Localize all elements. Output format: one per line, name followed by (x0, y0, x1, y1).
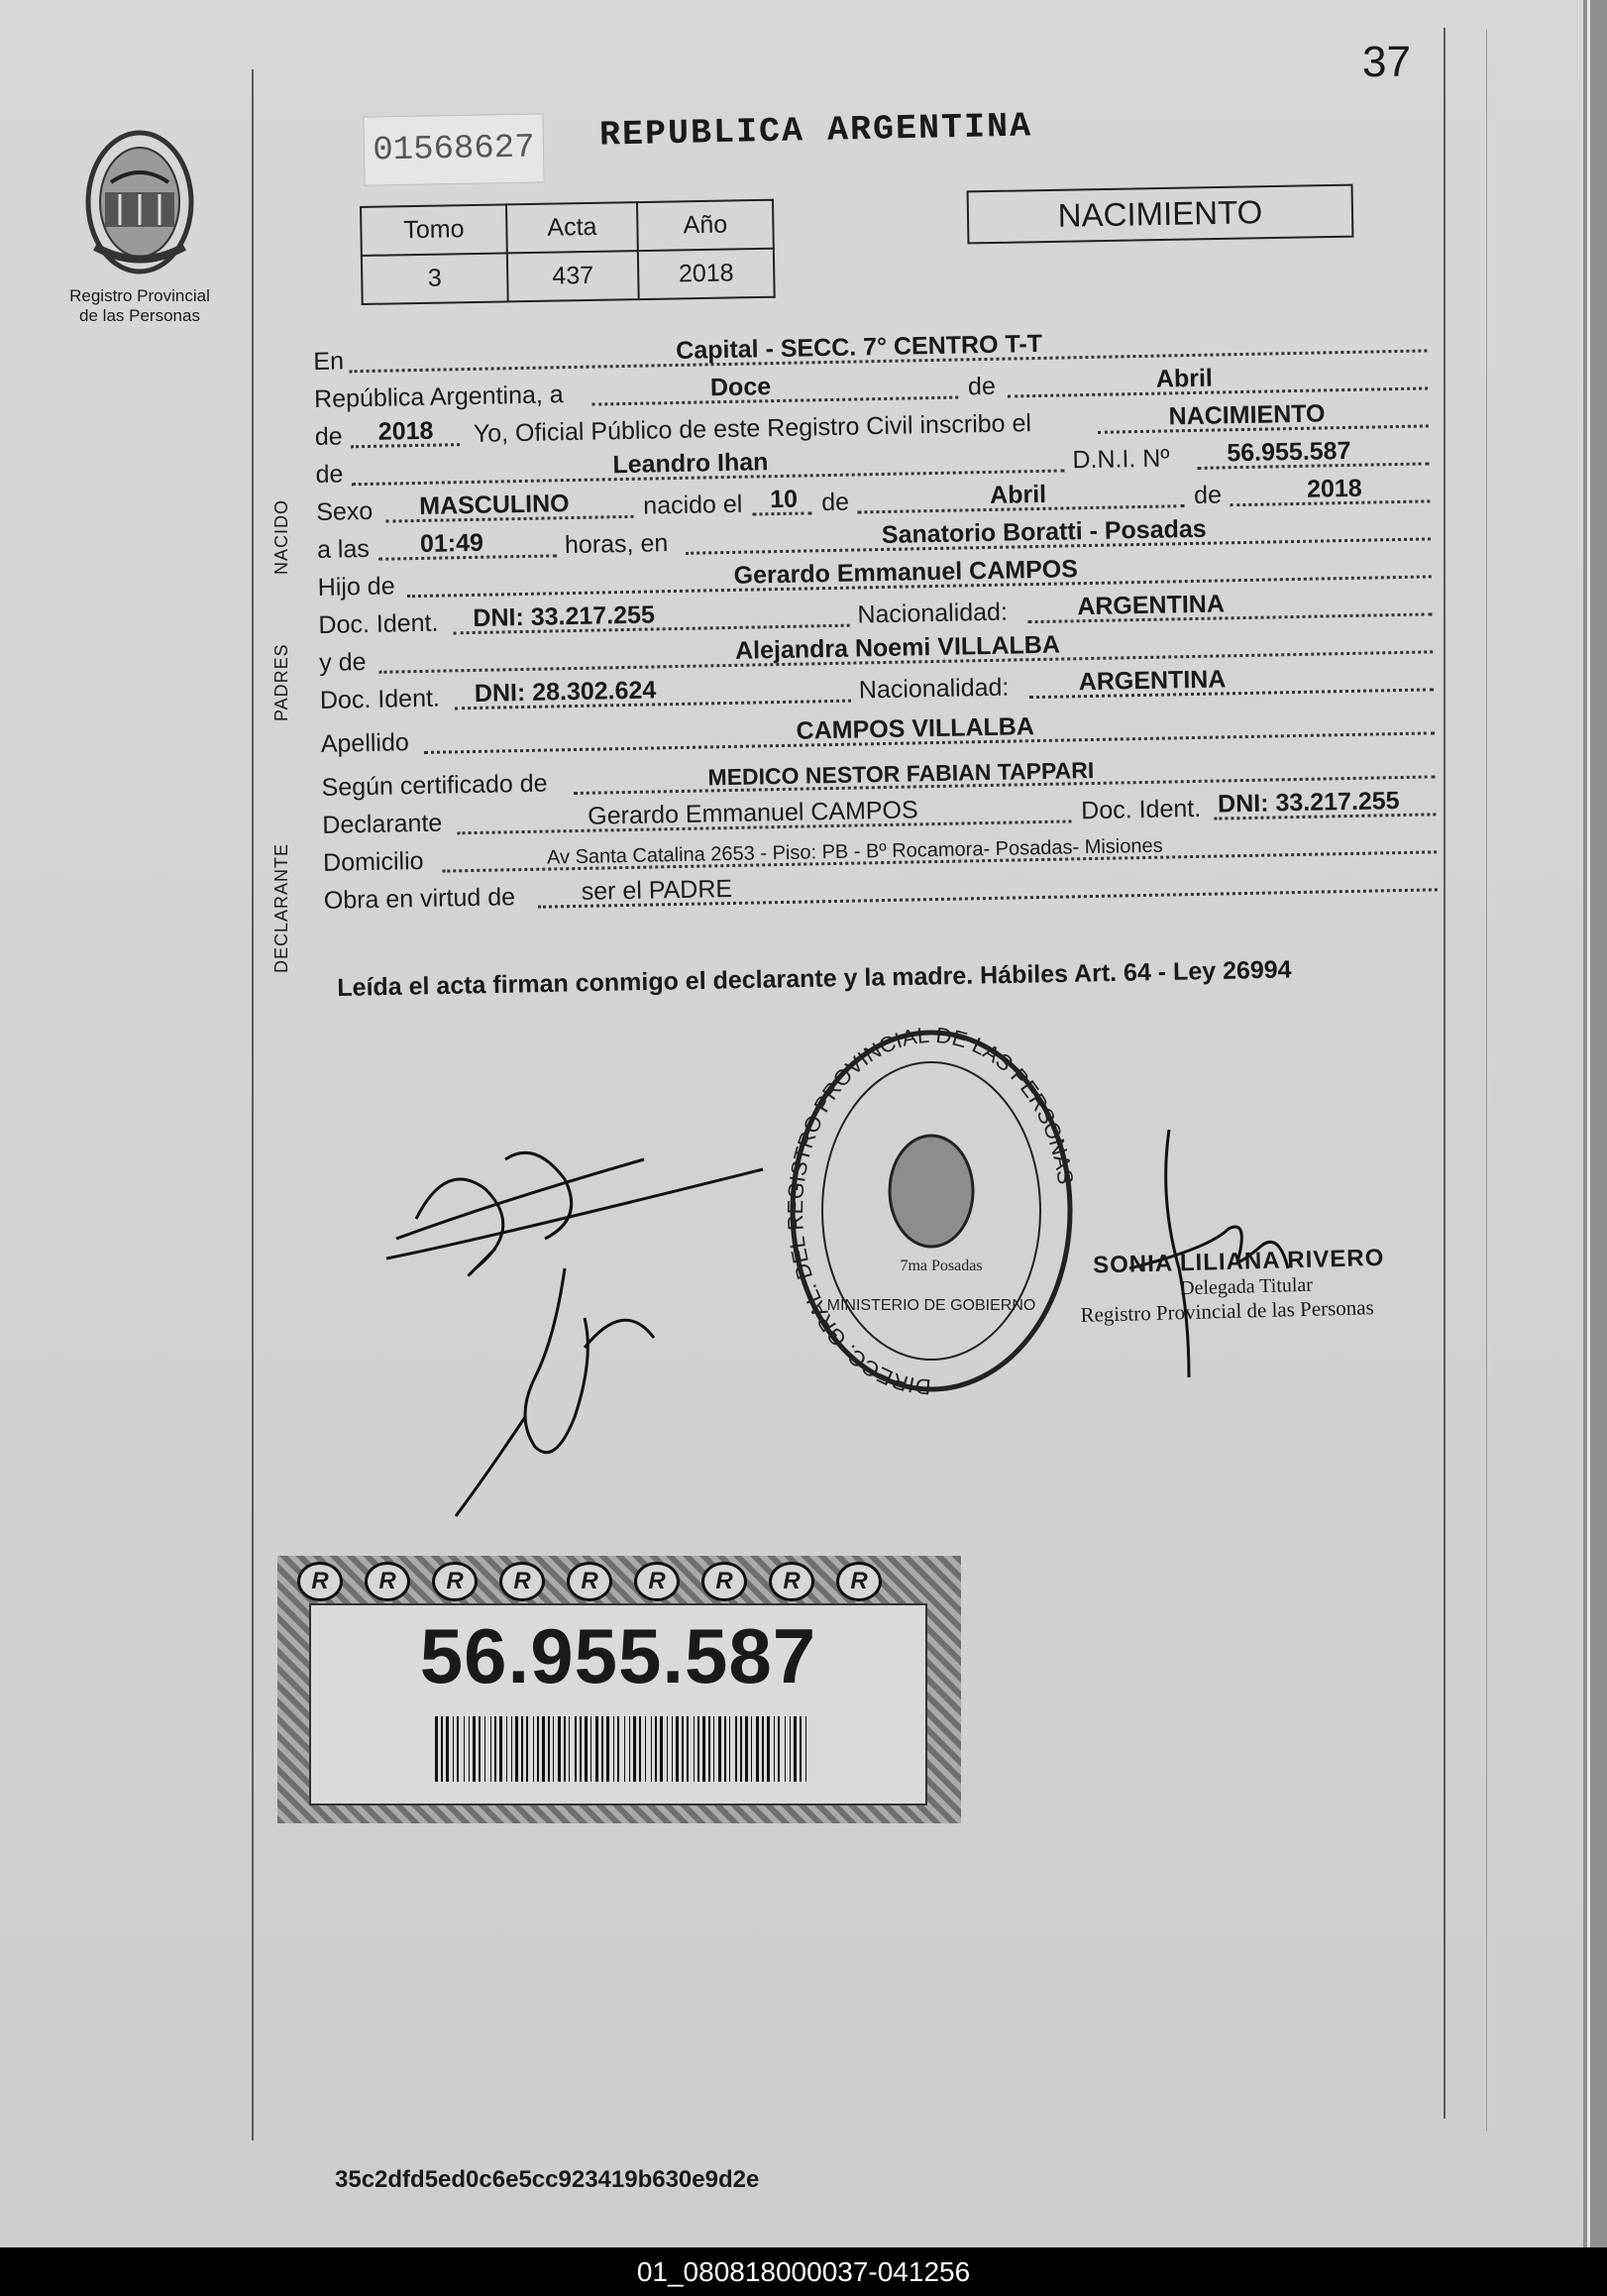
barcode-bar (629, 1716, 630, 1782)
registered-badge-icon: R (499, 1562, 545, 1601)
barcode-bar (511, 1716, 512, 1782)
barcode-bar (521, 1716, 523, 1782)
barcode-bar (617, 1716, 619, 1782)
barcode-bar (676, 1716, 679, 1782)
barcode-bar (441, 1716, 443, 1782)
barcode-bar (702, 1716, 705, 1782)
barcode-bar (548, 1716, 550, 1782)
barcode-bar (694, 1716, 695, 1782)
barcode-bar (515, 1716, 518, 1782)
barcode-bar (800, 1716, 802, 1782)
value-nac-mes: Abril (989, 480, 1047, 509)
label-dni: D.N.I. Nº (1072, 444, 1170, 475)
barcode-bar (762, 1716, 764, 1782)
value-madre-doc: DNI: 28.302.624 (474, 676, 657, 708)
value-apellido: CAMPOS VILLALBA (796, 712, 1035, 745)
birth-record-form (313, 319, 1439, 917)
barcode-bar (778, 1716, 780, 1782)
barcode-bar (473, 1716, 476, 1782)
register-header-acta: Acta (506, 202, 638, 253)
barcode-bar (533, 1716, 534, 1782)
label-de4: de (820, 488, 850, 517)
barcode-bar (756, 1716, 759, 1782)
dni-sticker (277, 1556, 961, 1823)
register-table (360, 199, 776, 305)
label-horas: horas, en (564, 529, 669, 560)
label-en: En (313, 347, 345, 376)
value-dni: 56.955.587 (1227, 436, 1351, 468)
value-padre-nac: ARGENTINA (1077, 590, 1226, 621)
barcode-bar (774, 1716, 775, 1782)
barcode-bar (740, 1716, 742, 1782)
barcode-bar (595, 1716, 598, 1782)
barcode-bar (479, 1716, 481, 1782)
barcode-bar (724, 1716, 726, 1782)
barcode-bar (651, 1716, 652, 1782)
barcode-bar (553, 1716, 554, 1782)
registered-badge-icon: R (365, 1562, 410, 1601)
value-nombre: Leandro Ihan (612, 448, 769, 480)
document-hash: 35c2dfd5ed0c6e5cc923419b630e9d2e (335, 2166, 760, 2193)
barcode-bar (735, 1716, 737, 1782)
registered-badge-icon: R (836, 1562, 882, 1601)
official-role: Delegada Titular (1179, 1273, 1314, 1300)
value-padre-doc: DNI: 33.217.255 (473, 601, 656, 632)
barcode-bar (639, 1716, 641, 1782)
barcode-bar (585, 1716, 588, 1782)
barcode-bar (494, 1716, 496, 1782)
value-madre-nac: ARGENTINA (1078, 665, 1227, 697)
barcode-bar (558, 1716, 561, 1782)
value-hora: 01:49 (419, 528, 484, 558)
barcode-bar (457, 1716, 459, 1782)
register-value-tomo: 3 (362, 253, 508, 304)
logo-caption-line1: Registro Provincial (69, 286, 210, 305)
value-certificado: MEDICO NESTOR FABIAN TAPPARI (707, 756, 1095, 791)
registered-badge-icon: R (297, 1562, 343, 1601)
label-apellido: Apellido (320, 728, 410, 758)
closing-text: Leída el acta firman conmigo el declarante y la madre. Hábiles Art. 64 - Ley 26994 (337, 955, 1292, 1002)
barcode-bar (590, 1716, 591, 1782)
barcode-bar (633, 1716, 636, 1782)
barcode-bar (606, 1716, 609, 1782)
label-doc: Doc. Ident. (319, 684, 441, 714)
register-table-value-row (362, 249, 775, 304)
barcode-bar (713, 1716, 714, 1782)
barcode-bar (655, 1716, 657, 1782)
barcode-bar (667, 1716, 668, 1782)
official-signature-block (1057, 1245, 1396, 1329)
page-edge-shadow (1583, 0, 1607, 2247)
label-sexo: Sexo (316, 496, 374, 526)
right-margin-rule (1444, 28, 1446, 2119)
left-margin-rule (252, 69, 254, 2140)
barcode-bar (484, 1716, 485, 1782)
barcode-bar (660, 1716, 663, 1782)
register-header-tomo: Tomo (361, 204, 507, 256)
label-de3: de (315, 460, 344, 489)
barcode-bar (708, 1716, 710, 1782)
register-table-header-row (361, 200, 774, 256)
value-obra: ser el PADRE (581, 874, 733, 906)
barcode-bar (790, 1716, 791, 1782)
barcode-bar (718, 1716, 721, 1782)
barcode-bar (526, 1716, 528, 1782)
value-mes: Abril (1155, 364, 1214, 393)
barcode-bar (490, 1716, 491, 1782)
value-sexo: MASCULINO (418, 490, 570, 520)
barcode-bar (697, 1716, 699, 1782)
barcode-bar (464, 1716, 465, 1782)
barcode-bar (805, 1716, 806, 1782)
barcode-bar (575, 1716, 577, 1782)
value-anio: 2018 (377, 416, 434, 446)
barcode-bar (499, 1716, 502, 1782)
barcode-bar (767, 1716, 770, 1782)
barcode-bar (729, 1716, 730, 1782)
value-decl-doc: DNI: 33.217.255 (1217, 787, 1400, 819)
side-label-padres: PADRES (271, 643, 291, 721)
label-nacionalidad: Nacionalidad: (858, 673, 1010, 705)
registered-badge-icon: R (769, 1562, 814, 1601)
label-obra: Obra en virtud de (323, 883, 516, 915)
barcode-bar (672, 1716, 673, 1782)
label-declarante: Declarante (322, 809, 443, 839)
label-hijo: Hijo de (317, 572, 395, 601)
value-nac-anio: 2018 (1306, 474, 1362, 503)
province-logo (65, 123, 214, 326)
barcode-bar (435, 1716, 438, 1782)
official-stamp (783, 1023, 1080, 1399)
barcode-bar (645, 1716, 646, 1782)
barcode-icon (435, 1716, 811, 1782)
page-number: 37 (1362, 38, 1411, 86)
barcode-bar (785, 1716, 786, 1782)
register-value-anio: 2018 (638, 249, 775, 299)
label-nacido: nacido el (642, 490, 743, 520)
dni-sticker-inner (309, 1603, 927, 1805)
barcode-bar (453, 1716, 454, 1782)
barcode-bar (601, 1716, 603, 1782)
registered-badge-icon: R (567, 1562, 612, 1601)
value-domicilio: Av Santa Catalina 2653 - Piso: PB - Bº Rocamora- Posadas- Misiones (546, 834, 1163, 869)
registered-badge-icon: R (701, 1562, 747, 1601)
label-certificado: Según certificado de (321, 769, 548, 802)
barcode-bar (446, 1716, 449, 1782)
value-padre: Gerardo Emmanuel CAMPOS (733, 555, 1079, 590)
register-value-acta: 437 (507, 251, 639, 301)
label-republica: República Argentina, a (313, 381, 564, 413)
barcode-bar (469, 1716, 470, 1782)
dni-sticker-number: 56.955.587 (419, 1612, 817, 1699)
value-lugar: Sanatorio Boratti - Posadas (881, 514, 1207, 550)
barcode-bar (682, 1716, 684, 1782)
barcode-bar (751, 1716, 752, 1782)
barcode-bar (506, 1716, 507, 1782)
barcode-bar (542, 1716, 545, 1782)
province-seal-icon (75, 123, 204, 281)
value-inscribo: NACIMIENTO (1168, 399, 1326, 431)
value-dia: Doce (709, 373, 772, 402)
registered-badge-icon: R (432, 1562, 478, 1601)
header-title: REPUBLICA ARGENTINA (598, 106, 1033, 156)
label-yde: y de (318, 648, 367, 677)
label-inscribo: Yo, Oficial Público de este Registro Civil inscribo el (473, 409, 1032, 448)
security-badge-row (297, 1562, 882, 1601)
barcode-bar (745, 1716, 748, 1782)
side-label-nacido: NACIDO (271, 498, 291, 575)
label-de5: de (1193, 481, 1223, 509)
official-org: Registro Provincial de las Personas (1080, 1295, 1375, 1327)
stamp-outer-text: DIRECC. GRAL. DEL REGISTRO PROVINCIAL DE LAS PERSONAS (783, 1023, 1079, 1399)
barcode-bar (794, 1716, 797, 1782)
barcode-bar (580, 1716, 582, 1782)
label-doc: Doc. Ident. (1080, 794, 1202, 825)
logo-caption-line2: de las Personas (79, 306, 200, 325)
label-alas: a las (316, 534, 371, 564)
barcode-bar (569, 1716, 570, 1782)
registered-badge-icon: R (634, 1562, 680, 1601)
value-declarante: Gerardo Emmanuel CAMPOS (587, 796, 918, 830)
barcode-bar (564, 1716, 566, 1782)
declarant-signature (386, 1120, 803, 1536)
label-de: de (967, 372, 997, 401)
register-header-anio: Año (637, 200, 774, 251)
scan-footer-bar (0, 2247, 1607, 2296)
label-doc: Doc. Ident. (318, 608, 439, 639)
label-domicilio: Domicilio (322, 846, 424, 877)
value-madre: Alejandra Noemi VILLALBA (734, 630, 1061, 665)
value-en: Capital - SECC. 7° CENTRO T-T (675, 329, 1043, 365)
act-type-box: NACIMIENTO (967, 184, 1354, 245)
barcode-bar (613, 1716, 614, 1782)
barcode-bar (687, 1716, 689, 1782)
barcode-bar (624, 1716, 625, 1782)
side-label-declarante: DECLARANTE (271, 842, 291, 973)
right-fold-line (1486, 30, 1487, 2131)
scan-footer-id: 01_080818000037-041256 (636, 2255, 971, 2287)
stamp-bottom-text: 7ma Posadas (900, 1257, 983, 1274)
label-nacionalidad: Nacionalidad: (857, 598, 1009, 629)
official-name: SONIA LILIANA RIVERO (1092, 1244, 1385, 1279)
serial-number: 01568627 (363, 113, 544, 185)
stamp-inner-text: MINISTERIO DE GOBIERNO (826, 1297, 1036, 1314)
label-de2: de (314, 422, 343, 451)
value-nac-dia: 10 (769, 485, 799, 514)
barcode-bar (537, 1716, 539, 1782)
